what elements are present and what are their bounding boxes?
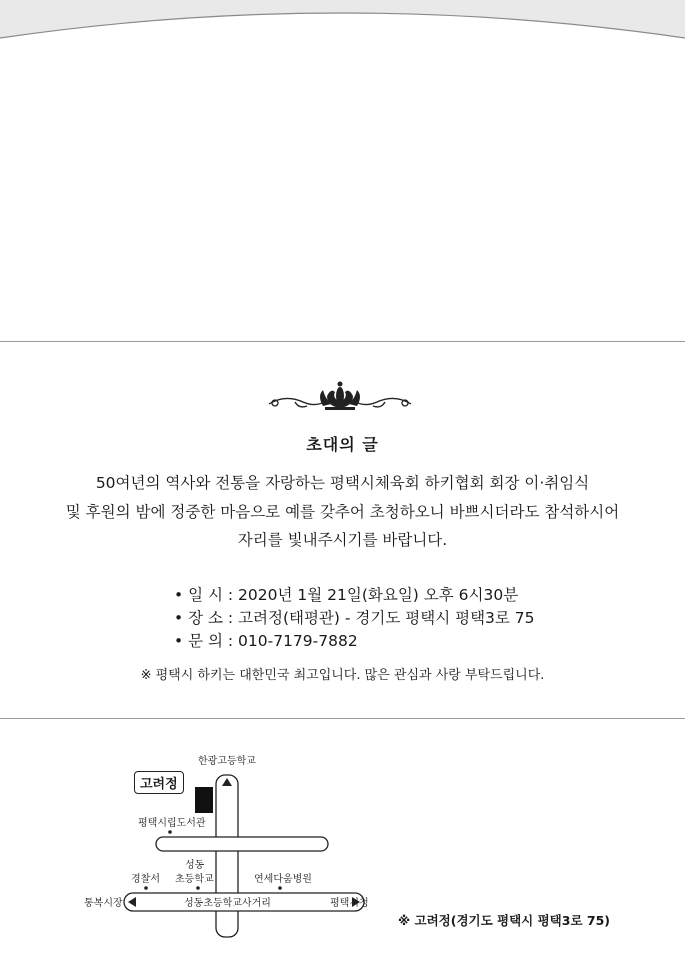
map-label-seongdong-1: 성동	[185, 860, 205, 871]
body-line-3: 자리를 빛내주시기를 바랍니다.	[237, 531, 448, 549]
address-note: ※ 고려정(경기도 평택시 평택3로 75)	[398, 913, 610, 928]
detail-place: • 장 소 : 고려정(태평관) - 경기도 평택시 평택3로 75	[174, 609, 535, 627]
venue-marker-label: 고려정	[134, 771, 184, 794]
map-label-library: 평택시립도서관	[138, 818, 206, 829]
location-map	[80, 745, 380, 945]
ornament-icon	[265, 378, 415, 416]
envelope-flap	[0, 0, 685, 60]
map-label-seongdong-2: 초등학교	[175, 874, 214, 885]
map-label-market: 통복시장	[84, 898, 123, 909]
fold-line-bottom	[0, 718, 685, 719]
fold-line-top	[0, 341, 685, 342]
map-label-intersection: 성동초등학교사거리	[184, 898, 271, 909]
map-label-hanggwang-high: 한광고등학교	[198, 756, 256, 767]
body-line-1: 50여년의 역사와 전통을 자랑하는 평택시체육회 하키협회 회장 이·취임식	[95, 474, 590, 492]
detail-datetime: • 일 시 : 2020년 1월 21일(화요일) 오후 6시30분	[174, 586, 519, 604]
map-label-city-hall: 평택시청	[330, 898, 369, 909]
closing-note: ※ 평택시 하키는 대한민국 최고입니다. 많은 관심과 사랑 부탁드립니다.	[140, 668, 545, 683]
invitation-title: 초대의 글	[306, 435, 379, 454]
detail-contact: • 문 의 : 010-7179-7882	[174, 632, 358, 650]
map-label-hospital: 연세다움병원	[254, 874, 312, 885]
body-line-2: 및 후원의 밤에 정중한 마음으로 예를 갖추어 초청하오니 바쁘시더라도 참석하시어	[65, 503, 620, 521]
map-label-police: 경찰서	[131, 874, 160, 885]
